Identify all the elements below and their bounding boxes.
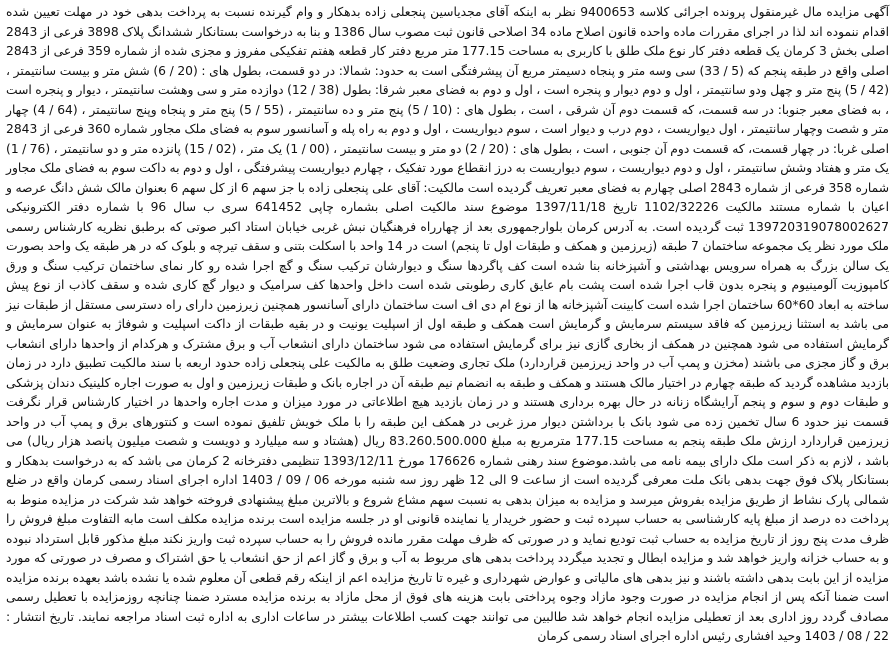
auction-notice-text: آگهی مزایده مال غیرمنقول پرونده اجرائی کلاسه 9400653 نظر به اینکه آقای مجدیاسین پنجعلی زاده بدهکار و وام گیرنده نسبت به پرداخت بدهی خود در مهلت تعیین شده اقدام ننموده اند لذا در اجرای مقررات ماده واحده قانون اصلاح ماده 34 اصلاحی قانون ثبت مصوب سال 1386 و بنا به درخواست بستانکار ششدانگ پلاک 3898 فرعی از 2843 اصلی بخش 3 کرمان یک قطعه دفتر کار نوع ملک طلق با کاربری به مساحت 177.15 متر مربع دفتر کار قطعه هفتم تفکیکی مفروز و مجزی شده از شماره 359 فرعی از 2843 اصلی واقع در طبقه پنجم که (5 / 33) سی وسه متر و پنجاه دسیمتر مربع آن پیشرفتگی است به حدود: شمالا: در دو قسمت، بطول های : (20 / 6) شش متر و بیست سانتیمتر ، (42 / 5) پنج متر و چهل ودو سانتیمتر ، اول و دوم دیوار و پنجره است ، اول و دوم به فضای معبر شرقا: بطول (38 / 12) دوازده متر و سی وهشت سانتیمتر ، دیوار و پنجره است ، به فضای معبر جنوبا: در سه قسمت، که قسمت دوم آن شرقی ، است ، بطول های : (10 / 5) پنج متر و ده سانتیمتر ، (55 / 5) پنج متر و پنجاه وپنج سانتیمتر ، (64 / 4) چهار متر و شصت وچهار سانتیمتر ، اول دیواریست ، دوم درب و دیوار است ، سوم دیواریست ، اول و دوم به راه پله و آسانسور سوم به فضای ملک مجاور شماره 360 فرعی از 2843 اصلی غربا: در چهار قسمت، که قسمت دوم آن جنوبی ، است ، بطول های : (20 / 2) دو متر و بیست سانتیمتر ، (00 / 1) یک متر ، (02 / 15) پانزده متر و دو سانتیمتر ، (76 / 1) یک متر و هفتاد وشش سانتیمتر ، اول و دوم دیواریست ، سوم دیواریست به درز انقطاع مورد تفکیک ، چهارم دیواریست پیشرفتگی ، اول و دوم به داکت سوم به فضای ملک مجاور شماره 358 فرعی از شماره 2843 اصلی چهارم به فضای معبر تعریف گردیده است مالکیت: آقای علی پنجعلی زاده با جز سهم 6 از کل سهم 6 بعنوان مالک شش دانگ عرصه و اعیان با شماره مستند مالکیت 1102/32226 تاریخ 1397/11/18 موضوع سند مالکیت اصلی بشماره چاپی 641452 سری ب سال 96 با شماره دفتر الکترونیکی 139720319078002627 ثبت گردیده است. به آدرس کرمان بلوارجمهوری بعد از چهارراه فرهنگیان نبش غربی خیابان استاد اکبر صوتی که برطبق نظریه کارشناس رسمی ملک مورد نظر یک مجموعه ساختمان 7 طبقه (زیرزمین و همکف و طبقات اول تا پنجم) است در 14 واحد با اسکلت بتنی و سقف تیرچه و بلوک که در هر طبقه یک واحد بصورت یک سالن بزرگ به همراه سرویس بهداشتی و آشپزخانه بنا شده است کف پاگردها سنگ و دیوارشان ترکیب سنگ و گچ اجرا شده رو کار نمای ساختمان ترکیب سنگ و ورق کامپوزیت آلومینیوم و پنجره بدون قاب اجرا شده است پشت بام عایق کاری رطوبتی شده است داخل واحدها کف سرامیک و دیوار گچ کاری شده و سقف کاذب از نوع پیش ساخته به ابعاد 60*60 ساختمان اجرا شده است کابینت آشپزخانه ها از نوع ام دی اف است ساختمان دارای آسانسور همچنین زیرزمین دارای راه دسترسی مستقل از طبقات نیز می باشد به استثنا زیرزمین که فاقد سیستم سرمایش و گرمایش است همکف و طبقه اول از اسپلیت یونیت و در بقیه طبقات از داکت اسپلیت و شوفاژ به عنوان سرمایش و گرمایش استفاده می شود همچنین در همکف از بخاری گازی نیز برای گرمایش استفاده می شود ساختمان دارای انشعاب آب و برق مشترک و هرکدام از واحدها دارای انشعاب برق و گاز مجزی می باشند (مخزن و پمپ آب در واحد زیرزمین قراردارد) ملک تجاری وضعیت طلق به مالکیت علی پنجعلی زاده حدود اربعه با سند مالکیت تطبیق دارد در زمان بازدید مشاهده گردید که طبقه چهارم در اختیار مالک هستند و همکف و طبقه به انضمام نیم طبقه آن در اجاره بانک و طبقات زیرزمین و اول به صورت اجاره کلینیک دندان پزشکی و طبقات دوم و سوم و پنجم آرایشگاه زنانه در حال بهره برداری هستند و در زمان بازدید هیچ اطلاعاتی در مورد میزان و مدت اجاره واحدها در اختیار کارشناس قرار نگرفت قسمت نیز حدود 6 سال تخمین زده می شود بانک با برداشتن دیوار مرز غربی در همکف این طبقه را با ملک خویش تلفیق نموده است و کنتورهای برق و پمپ آب در واحد زیرزمین قراردارد ارزش ملک طبقه پنجم به مساحت 177.15 مترمربع به مبلغ 83.260.500.000 ریال (هشتاد و سه میلیارد و دویست و شصت میلیون پانصد هزار ریال) می باشد ، لازم به ذکر است ملک دارای بیمه نامه می باشد.موضوع سند رهنی شماره 176626 مورخ 1393/12/11 تنظیمی دفترخانه 2 کرمان می باشد که به درخواست بدهکار و بستانکار پلاک فوق جهت بدهی بانک ملت معرفی گردیده است از ساعت 9 الی 12 ظهر روز سه شنبه مورخه 06 / 09 / 1403 اداره اجرای اسناد رسمی کرمان واقع در ضلع شمالی پارک نشاط از طریق مزایده بفروش میرسد و مزایده به میزان بدهی به نسبت سهم مشاع شروع و بالاترین مبلغ پیشنهادی فروخته خواهد شد شرکت در مزایده منوط به پرداخت ده درصد از مبلغ پایه کارشناسی به حساب سپرده ثبت و حضور خریدار یا نماینده قانونی او در جلسه مزایده است برنده مزایده مکلف است مابه التفاوت مبلغ فروش را ظرف مدت پنج روز از تاریخ مزایده به حساب ثبت توديع نمايد و در صورتی که ظرف مهلت مقرر مانده فروش را به حساب سپرده ثبت واریز نکند مبلغ مذکور قابل استرداد نبوده و به حساب خزانه واریز خواهد شد و مزایده ابطال و تجدید میگردد پرداخت بدهی های مربوط به آب و برق و گاز اعم از حق انشعاب یا حق اشتراک و مصرف در صورتی که مورد مزایده از این بابت بدهی داشته باشند و نیز بدهی های مالیاتی و عوارض شهرداری و غیره تا تاریخ مزایده اعم از اینکه رقم قطعی آن معلوم شده یا نشده باشد بعهده برنده مزایده است ضمنا آنکه پس از انجام مزایده در صورت وجود مازاد وجوه پرداختی بابت هزینه های فوق از محل مازاد به برنده مزایده مسترد ضمنا چنانچه روزمزایده با تعطیل رسمی مصادف گردد روز اداری بعد از تعطیلی مزایده انجام خواهد شد طالبین می توانند جهت کسب اطلاعات بیشتر در ساعات اداری به اداره ثبت اسناد مراجعه نمایند. تاریخ انتشار : 22 / 08 / 1403 وحید افشاری رئیس اداره اجرای اسناد رسمی کرمان: [6, 5, 890, 643]
